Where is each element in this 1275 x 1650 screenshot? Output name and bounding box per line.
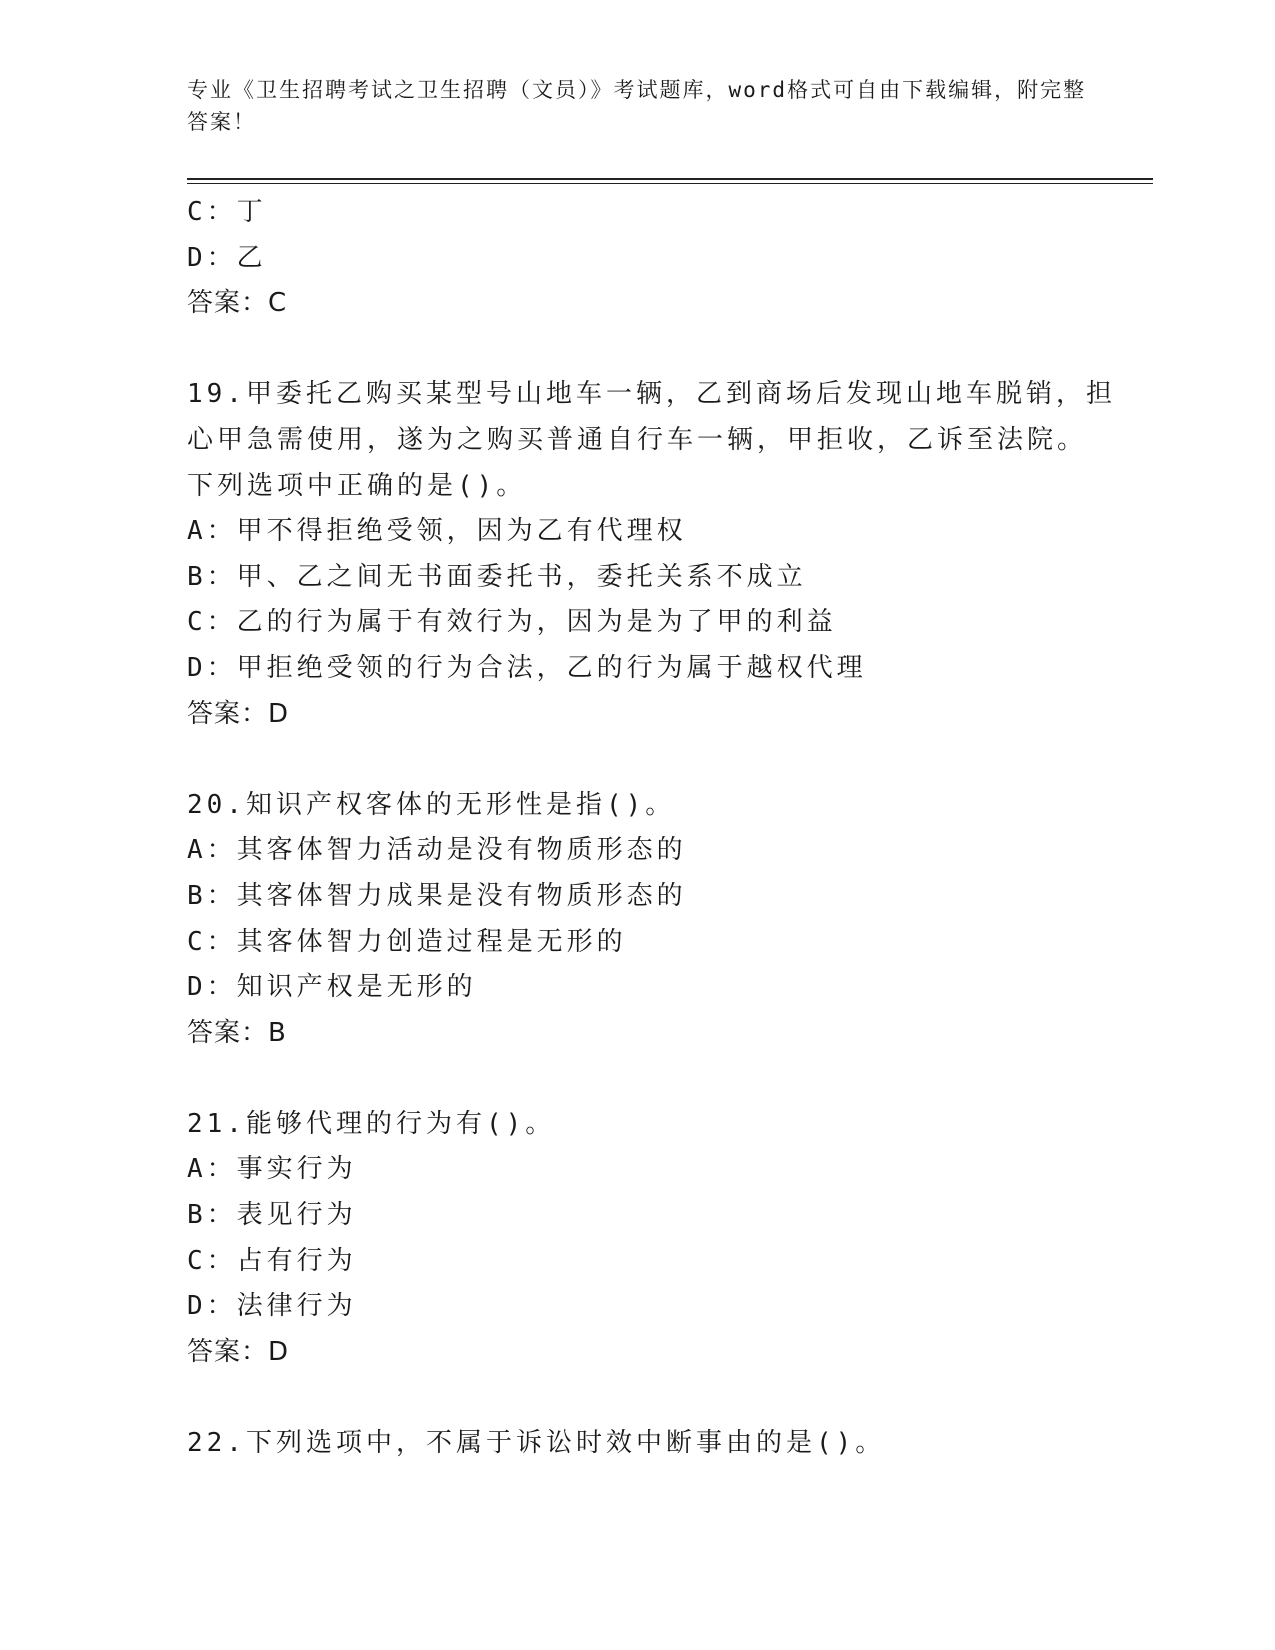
option-c: C：乙的行为属于有效行为，因为是为了甲的利益 xyxy=(187,607,837,638)
question-list xyxy=(187,190,1116,1467)
spacer xyxy=(187,327,1107,373)
question-stem-line: 20.知识产权客体的无形性是指()。 xyxy=(187,789,676,820)
question-19 xyxy=(187,372,1116,737)
header-divider-thick xyxy=(187,178,1153,180)
option-d: D：知识产权是无形的 xyxy=(187,972,477,1003)
question-21 xyxy=(187,1102,1107,1376)
option-d: D：法律行为 xyxy=(187,1291,357,1322)
question-18-continuation xyxy=(187,190,1107,327)
header-text: 专业《卫生招聘考试之卫生招聘（文员）》考试题库，word格式可自由下载编辑，附完整答案！ xyxy=(187,78,1087,134)
header-divider-thin xyxy=(187,183,1153,184)
answer-line: 答案：D xyxy=(187,1336,290,1367)
question-stem-line: 22.下列选项中，不属于诉讼时效中断事由的是()。 xyxy=(187,1428,886,1459)
question-stem-line: 心甲急需使用，遂为之购买普通自行车一辆，甲拒收，乙诉至法院。 xyxy=(187,424,1088,455)
option-b: B：甲、乙之间无书面委托书，委托关系不成立 xyxy=(187,561,807,592)
option-d: D：甲拒绝受领的行为合法，乙的行为属于越权代理 xyxy=(187,652,867,683)
spacer xyxy=(187,1375,1107,1421)
option-c: C：丁 xyxy=(187,197,267,227)
option-a: A：事实行为 xyxy=(187,1154,357,1185)
document-header xyxy=(187,74,1087,138)
question-22 xyxy=(187,1421,1107,1467)
answer-line: 答案：D xyxy=(187,698,290,729)
question-20 xyxy=(187,783,1107,1057)
answer-line: 答案：B xyxy=(187,1017,287,1048)
question-stem-line: 下列选项中正确的是()。 xyxy=(187,470,527,501)
option-b: B：表见行为 xyxy=(187,1200,357,1231)
option-b: B：其客体智力成果是没有物质形态的 xyxy=(187,880,687,911)
option-c: C：其客体智力创造过程是无形的 xyxy=(187,926,627,957)
spacer xyxy=(187,737,1107,783)
question-stem-line: 19.甲委托乙购买某型号山地车一辆，乙到商场后发现山地车脱销，担 xyxy=(187,379,1116,410)
option-a: A：其客体智力活动是没有物质形态的 xyxy=(187,835,687,866)
spacer xyxy=(187,1056,1107,1102)
option-a: A：甲不得拒绝受领，因为乙有代理权 xyxy=(187,516,687,547)
option-d: D：乙 xyxy=(187,242,267,273)
answer-line: 答案：C xyxy=(187,288,288,319)
question-stem-line: 21.能够代理的行为有()。 xyxy=(187,1108,556,1139)
option-c: C：占有行为 xyxy=(187,1245,357,1276)
